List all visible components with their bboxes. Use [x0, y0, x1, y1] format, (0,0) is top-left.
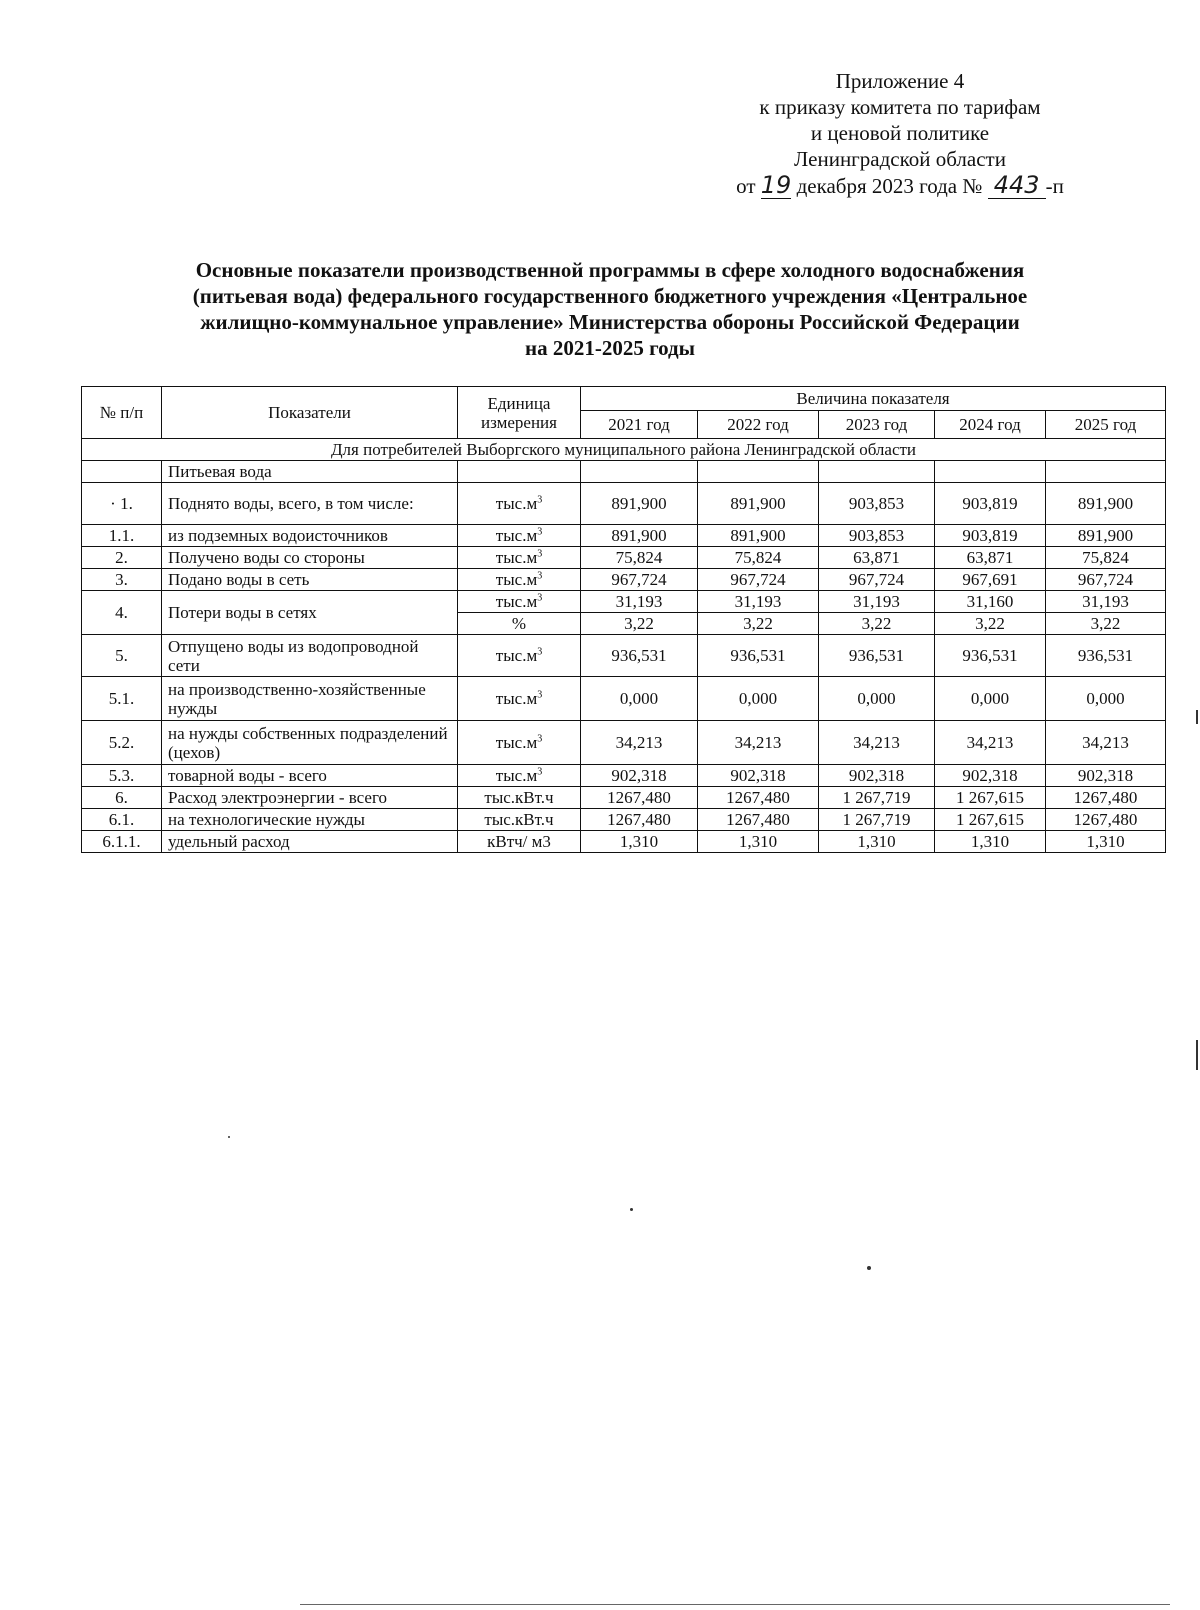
row-number: 1.1.	[82, 525, 162, 547]
document-title	[110, 257, 1110, 361]
unit-text: тыс.м	[495, 526, 538, 545]
value-cell: 3,22	[935, 613, 1046, 635]
table-row	[82, 547, 1166, 569]
value-cell: 1 267,719	[819, 809, 935, 831]
value-cell: 891,900	[1046, 525, 1166, 547]
appendix-date-line	[700, 172, 1100, 199]
row-indicator: Отпущено воды из водопроводной сети	[162, 635, 458, 677]
table-row	[82, 635, 1166, 677]
table-row	[82, 765, 1166, 787]
row-number: 5.	[82, 635, 162, 677]
value-cell: 1 267,719	[819, 787, 935, 809]
value-cell: 902,318	[1046, 765, 1166, 787]
value-cell: 967,724	[581, 569, 698, 591]
unit-text: тыс.м	[495, 494, 538, 513]
unit-text: тыс.кВт.ч	[484, 788, 554, 807]
value-cell: 0,000	[581, 677, 698, 721]
value-cell: 0,000	[698, 677, 819, 721]
value-cell: 902,318	[698, 765, 819, 787]
table-row	[82, 483, 1166, 525]
row-unit	[458, 547, 581, 569]
value-cell: 967,724	[698, 569, 819, 591]
header-year-2023: 2023 год	[819, 411, 935, 439]
value-cell: 3,22	[1046, 613, 1166, 635]
group-empty-cell	[698, 461, 819, 483]
group-unit-cell	[458, 461, 581, 483]
value-cell: 891,900	[1046, 483, 1166, 525]
value-cell: 1267,480	[698, 809, 819, 831]
date-prefix: от	[736, 174, 756, 198]
scan-speck	[630, 1208, 633, 1211]
appendix-committee-line: и ценовой политике	[810, 121, 990, 145]
scan-speck	[1196, 1040, 1198, 1070]
value-cell: 3,22	[581, 613, 698, 635]
section-row: Для потребителей Выборгского муниципального района Ленинградской области	[82, 439, 1166, 461]
row-indicator: Потери воды в сетях	[162, 591, 458, 635]
unit-superscript: 3	[537, 526, 543, 538]
value-cell: 1267,480	[698, 787, 819, 809]
value-cell: 1267,480	[1046, 809, 1166, 831]
table-row	[82, 677, 1166, 721]
appendix-region-line: Ленинградской области	[794, 147, 1006, 171]
value-cell: 902,318	[581, 765, 698, 787]
group-empty-cell	[819, 461, 935, 483]
value-cell: 936,531	[698, 635, 819, 677]
value-cell: 891,900	[698, 525, 819, 547]
value-cell: 902,318	[935, 765, 1046, 787]
value-cell: 31,193	[819, 591, 935, 613]
value-cell: 936,531	[819, 635, 935, 677]
unit-text: тыс.м	[495, 733, 538, 752]
scan-speck	[1196, 710, 1198, 724]
row-unit	[458, 787, 581, 809]
unit-superscript: 3	[537, 494, 543, 506]
row-number: 5.2.	[82, 721, 162, 765]
row-unit	[458, 831, 581, 853]
unit-text: кВтч/ м3	[487, 832, 551, 851]
unit-superscript: 3	[537, 570, 543, 582]
unit-text: тыс.м	[495, 689, 538, 708]
value-cell: 3,22	[698, 613, 819, 635]
value-cell: 0,000	[1046, 677, 1166, 721]
row-indicator: Подано воды в сеть	[162, 569, 458, 591]
value-cell: 967,724	[819, 569, 935, 591]
row-indicator: Получено воды со стороны	[162, 547, 458, 569]
row-unit	[458, 677, 581, 721]
value-cell: 34,213	[698, 721, 819, 765]
scan-speck	[867, 1266, 871, 1270]
value-cell: 936,531	[1046, 635, 1166, 677]
appendix-block	[700, 68, 1100, 199]
row-unit	[458, 721, 581, 765]
value-cell: 891,900	[698, 483, 819, 525]
value-cell: 1,310	[1046, 831, 1166, 853]
header-indicator: Показатели	[162, 387, 458, 439]
table-row	[82, 831, 1166, 853]
value-cell: 34,213	[819, 721, 935, 765]
table-row	[82, 525, 1166, 547]
value-cell: 967,724	[1046, 569, 1166, 591]
title-line-3: жилищно-коммунальное управление» Министерства обороны Российской Федерации	[200, 310, 1020, 334]
value-cell: 1267,480	[581, 809, 698, 831]
appendix-order-line: к приказу комитета по тарифам	[759, 95, 1041, 119]
value-cell: 75,824	[1046, 547, 1166, 569]
value-cell: 1267,480	[581, 787, 698, 809]
appendix-title: Приложение 4	[835, 69, 965, 93]
value-cell: 34,213	[935, 721, 1046, 765]
row-number: 2.	[82, 547, 162, 569]
value-cell: 1,310	[819, 831, 935, 853]
title-line-2: (питьевая вода) федерального государственного бюджетного учреждения «Центральное	[192, 284, 1028, 308]
unit-text: тыс.кВт.ч	[484, 810, 554, 829]
unit-text: тыс.м	[495, 766, 538, 785]
value-cell: 0,000	[935, 677, 1046, 721]
group-label: Питьевая вода	[162, 461, 458, 483]
row-unit	[458, 591, 581, 613]
value-cell: 1,310	[935, 831, 1046, 853]
title-line-1: Основные показатели производственной программы в сфере холодного водоснабжения	[195, 258, 1025, 282]
value-cell: 903,853	[819, 483, 935, 525]
group-num-cell	[82, 461, 162, 483]
header-year-2024: 2024 год	[935, 411, 1046, 439]
unit-text: тыс.м	[495, 548, 538, 567]
value-cell: 1267,480	[1046, 787, 1166, 809]
row-number: 5.1.	[82, 677, 162, 721]
value-cell: 63,871	[819, 547, 935, 569]
table-row	[82, 787, 1166, 809]
header-year-2022: 2022 год	[698, 411, 819, 439]
handwritten-order-number: 443	[988, 172, 1046, 199]
group-empty-cell	[581, 461, 698, 483]
header-year-2025: 2025 год	[1046, 411, 1166, 439]
value-cell: 34,213	[1046, 721, 1166, 765]
row-indicator: Поднято воды, всего, в том числе:	[162, 483, 458, 525]
value-cell: 903,853	[819, 525, 935, 547]
row-indicator: на производственно-хозяйственные нужды	[162, 677, 458, 721]
row-unit: %	[458, 613, 581, 635]
value-cell: 75,824	[581, 547, 698, 569]
value-cell: 936,531	[581, 635, 698, 677]
value-cell: 891,900	[581, 483, 698, 525]
unit-text: тыс.м	[495, 646, 538, 665]
header-value: Величина показателя	[581, 387, 1166, 411]
header-num: № п/п	[82, 387, 162, 439]
row-number: 6.1.1.	[82, 831, 162, 853]
indicators-table	[81, 386, 1166, 853]
value-cell: 1 267,615	[935, 809, 1046, 831]
group-empty-cell	[1046, 461, 1166, 483]
value-cell: 31,160	[935, 591, 1046, 613]
scan-bottom-edge	[300, 1604, 1170, 1605]
unit-superscript: 3	[537, 689, 543, 701]
value-cell: 1,310	[581, 831, 698, 853]
unit-superscript: 3	[537, 646, 543, 658]
header-year-2021: 2021 год	[581, 411, 698, 439]
order-suffix: -п	[1045, 174, 1064, 198]
row-unit	[458, 525, 581, 547]
row-indicator: на технологические нужды	[162, 809, 458, 831]
group-empty-cell	[935, 461, 1046, 483]
unit-superscript: 3	[537, 733, 543, 745]
value-cell: 903,819	[935, 525, 1046, 547]
unit-superscript: 3	[537, 548, 543, 560]
value-cell: 31,193	[1046, 591, 1166, 613]
row-indicator: удельный расход	[162, 831, 458, 853]
value-cell: 936,531	[935, 635, 1046, 677]
value-cell: 3,22	[819, 613, 935, 635]
value-cell: 75,824	[698, 547, 819, 569]
table-row	[82, 721, 1166, 765]
title-line-4: на 2021-2025 годы	[524, 336, 696, 360]
value-cell: 1,310	[698, 831, 819, 853]
row-number: 3.	[82, 569, 162, 591]
value-cell: 31,193	[698, 591, 819, 613]
row-number: · 1.	[82, 483, 162, 525]
row-indicator: Расход электроэнергии - всего	[162, 787, 458, 809]
table-row	[82, 809, 1166, 831]
row-indicator: из подземных водоисточников	[162, 525, 458, 547]
row-unit	[458, 569, 581, 591]
value-cell: 0,000	[819, 677, 935, 721]
value-cell: 34,213	[581, 721, 698, 765]
row-number: 4.	[82, 591, 162, 635]
row-unit	[458, 483, 581, 525]
value-cell: 31,193	[581, 591, 698, 613]
value-cell: 902,318	[819, 765, 935, 787]
value-cell: 1 267,615	[935, 787, 1046, 809]
unit-superscript: 3	[537, 766, 543, 778]
row-number: 6.1.	[82, 809, 162, 831]
table-row	[82, 569, 1166, 591]
header-unit: Единица измерения	[458, 387, 581, 439]
value-cell: 63,871	[935, 547, 1046, 569]
table-row	[82, 591, 1166, 613]
row-unit	[458, 809, 581, 831]
unit-superscript: 3	[537, 592, 543, 604]
row-indicator: товарной воды - всего	[162, 765, 458, 787]
value-cell: 903,819	[935, 483, 1046, 525]
row-unit	[458, 765, 581, 787]
row-unit	[458, 635, 581, 677]
value-cell: 891,900	[581, 525, 698, 547]
value-cell: 967,691	[935, 569, 1046, 591]
unit-text: тыс.м	[495, 570, 538, 589]
scan-speck	[228, 1136, 230, 1138]
date-middle: декабря 2023 года №	[796, 174, 983, 198]
unit-text: тыс.м	[495, 592, 538, 611]
row-number: 6.	[82, 787, 162, 809]
row-number: 5.3.	[82, 765, 162, 787]
handwritten-day: 19	[760, 171, 792, 199]
row-indicator: на нужды собственных подразделений (цехов)	[162, 721, 458, 765]
